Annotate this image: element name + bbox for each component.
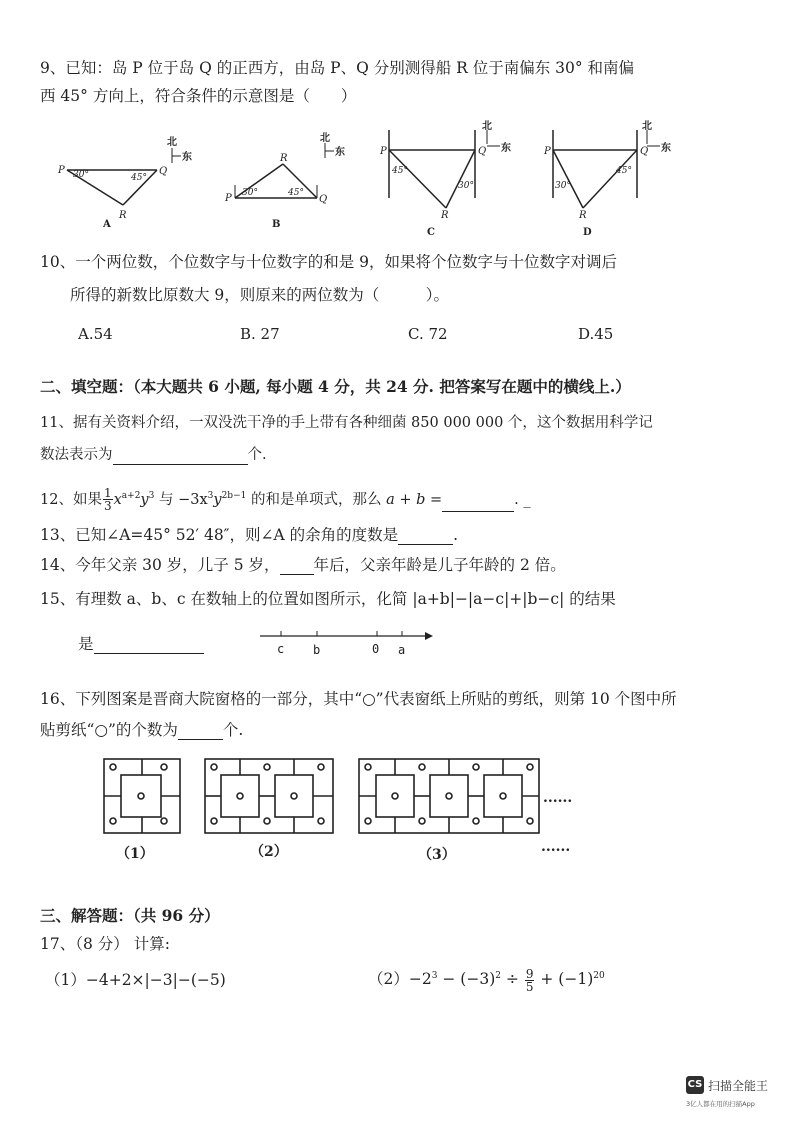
- q12-fraction: [103, 487, 113, 512]
- q12-answer-blank[interactable]: [442, 496, 514, 512]
- q16-window-patterns: [100, 755, 590, 865]
- q10-option-c: C. 72: [408, 325, 448, 343]
- q14-answer-blank[interactable]: [280, 559, 314, 575]
- diagram-c: [379, 120, 511, 238]
- q17-part2-mid: − (−3): [437, 970, 496, 989]
- q12-expr2-yexp: 2b−1: [221, 491, 247, 501]
- section2-title: 二、填空题：（本大题共 6 小题, 每小题 4 分，共 24 分. 把答案写在题中的横线上.）: [40, 377, 631, 396]
- q12-mid: 与: [158, 491, 174, 508]
- diagram-a-east: 东: [182, 152, 192, 163]
- q17-frac-num: 9: [525, 966, 534, 981]
- diagram-d-angle-30: 30°: [555, 181, 571, 191]
- diagram-b-north: 北: [320, 133, 330, 144]
- diagram-b-label-p: P: [225, 193, 232, 204]
- q13-answer-blank[interactable]: [398, 529, 453, 545]
- scanner-logo-icon: CS: [686, 1076, 704, 1094]
- diagram-a-angle-45: 45°: [131, 173, 147, 183]
- pattern-1: [104, 759, 180, 833]
- diagram-c-caption: C: [427, 227, 435, 238]
- diagram-a-label-r: R: [119, 210, 127, 221]
- diagram-a: [57, 136, 192, 230]
- pattern-2: [205, 759, 333, 833]
- label-b: b: [313, 643, 321, 657]
- q17-part2: [368, 966, 605, 993]
- q17-part2-fraction: [525, 968, 535, 993]
- diagram-b-angle-30: 30°: [242, 188, 258, 198]
- q13-line: [40, 525, 458, 545]
- pattern-3: [359, 759, 539, 833]
- diagram-c-label-q: Q: [478, 146, 487, 157]
- label-0: 0: [372, 642, 380, 656]
- q12-expr1-exp: a+2: [121, 491, 141, 501]
- diagram-a-label-q: Q: [159, 166, 168, 177]
- scanner-app-name: 扫描全能王: [708, 1079, 769, 1093]
- q10-option-a: A.54: [78, 325, 113, 343]
- q16-answer-blank[interactable]: [178, 724, 223, 740]
- diagram-d-north: 北: [642, 121, 652, 132]
- diagram-a-north: 北: [167, 137, 177, 148]
- scanner-watermark: [686, 1072, 786, 1112]
- pattern-ellipsis: ......: [543, 790, 573, 806]
- q10-option-b: B. 27: [240, 325, 280, 343]
- section3-title: 三、解答题：（共 96 分）: [40, 906, 220, 925]
- diagram-b-caption: B: [272, 219, 281, 230]
- diagram-d-caption: D: [583, 227, 592, 238]
- q17-frac-den: 5: [525, 979, 534, 994]
- pattern-caption-1: （1）: [116, 846, 154, 862]
- q12-expr2: −3x: [178, 491, 208, 508]
- label-c: c: [277, 642, 285, 656]
- diagram-c-pr-line: [389, 150, 446, 208]
- q15-line2-pre: 是: [78, 635, 94, 653]
- q16-line2-post: 个.: [222, 721, 244, 739]
- q17-part2-exp2: 2: [495, 971, 501, 981]
- diagram-d-qr-line: [583, 150, 637, 208]
- diagram-d: [543, 120, 671, 238]
- q10-line1: 10、一个两位数，个位数字与十位数字的和是 9，如果将个位数字与十位数字对调后: [40, 253, 618, 271]
- q12-frac-den: 3: [103, 499, 112, 514]
- diagram-b-label-r: R: [280, 153, 288, 164]
- pattern-ellipsis-2: ......: [541, 839, 571, 855]
- diagram-a-caption: A: [103, 219, 111, 230]
- q11-line1: 11、据有关资料介绍，一双没洗干净的手上带有各种细菌 850 000 000 个，这个数据用科学记: [40, 415, 653, 431]
- q14-pre: 14、今年父亲 30 岁，儿子 5 岁，: [40, 556, 280, 574]
- q10-line2: 所得的新数比原数大 9，则原来的两位数为（ ）。: [70, 286, 450, 304]
- diagram-b-label-q: Q: [319, 194, 328, 205]
- label-a: a: [398, 643, 406, 657]
- q12-expr2-exp: 3: [207, 491, 214, 501]
- q9-diagrams: [55, 121, 755, 242]
- q11-answer-blank[interactable]: [113, 449, 248, 465]
- q15-answer-blank[interactable]: [94, 638, 204, 654]
- q12-expr1-yexp: 3: [148, 491, 155, 501]
- pattern-caption-2: （2）: [250, 844, 288, 860]
- q17-part2-exp1: 3: [431, 971, 438, 981]
- diagram-b-east: 东: [335, 147, 345, 158]
- q12-end: . _: [514, 491, 531, 508]
- q9-line1: 9、已知：岛 P 位于岛 Q 的正西方，由岛 P、Q 分别测得船 R 位于南偏东 30° 和南偏: [40, 59, 635, 77]
- q17-part1: （1）−4+2×|−3|−(−5): [45, 971, 226, 989]
- diagram-d-east: 东: [661, 143, 671, 154]
- q12-expr1-y: y: [140, 491, 149, 508]
- diagram-d-label-p: P: [544, 146, 551, 157]
- diagram-d-label-r: R: [579, 210, 587, 221]
- q14-line: [40, 555, 566, 575]
- q12-expr1-base: x: [113, 491, 122, 508]
- pattern-caption-3: （3）: [418, 847, 456, 863]
- q15-line2: [78, 634, 204, 654]
- scanner-tagline: 3亿人都在用的扫描App: [686, 1100, 755, 1108]
- q17-part2-exp3: 20: [593, 971, 605, 981]
- q9-line2: 西 45° 方向上，符合条件的示意图是（ ）: [40, 87, 357, 105]
- diagram-c-label-p: P: [380, 146, 387, 157]
- q12-ab: a + b =: [386, 491, 443, 508]
- diagram-d-label-q: Q: [640, 146, 649, 157]
- diagram-c-angle-30: 30°: [458, 181, 474, 191]
- q11-line2-pre: 数法表示为: [40, 447, 113, 463]
- q12-post: 的和是单项式，那么: [250, 491, 382, 508]
- q16-line1: 16、下列图案是晋商大院窗格的一部分，其中“○”代表窗纸上所贴的剪纸，则第 10 个图中所: [40, 690, 677, 708]
- q12-expr2-y: y: [213, 491, 222, 508]
- diagram-b: [224, 132, 345, 230]
- q14-post: 年后，父亲年龄是儿子年龄的 2 倍。: [313, 556, 566, 574]
- q17-part2-div: ÷: [500, 970, 524, 989]
- q13-post: .: [453, 526, 459, 544]
- diagram-c-north: 北: [482, 121, 492, 132]
- q13-pre: 13、已知∠A=45° 52′ 48″，则∠A 的余角的度数是: [40, 526, 399, 544]
- diagram-d-angle-45: 45°: [616, 166, 632, 176]
- diagram-a-angle-30: 30°: [73, 170, 89, 180]
- q12-frac-num: 1: [103, 486, 112, 501]
- number-line-arrow: [425, 632, 433, 640]
- diagram-b-angle-45: 45°: [288, 188, 304, 198]
- q17-part2-pre: （2）−2: [368, 970, 432, 989]
- q15-number-line: [255, 625, 435, 660]
- q16-line2: [40, 720, 243, 740]
- q16-line2-pre: 贴剪纸“○”的个数为: [40, 721, 178, 739]
- q12-line: [40, 486, 531, 512]
- diagram-c-east: 东: [501, 143, 511, 154]
- q17-part2-post: + (−1): [535, 970, 594, 989]
- diagram-c-label-r: R: [441, 210, 449, 221]
- diagram-c-angle-45: 45°: [392, 166, 408, 176]
- q11-line2: [40, 445, 267, 465]
- q17-title: 17、（8 分） 计算:: [40, 935, 170, 953]
- diagram-a-label-p: P: [58, 165, 65, 176]
- diagram-d-pr-line: [553, 150, 583, 208]
- q12-pre: 12、如果: [40, 491, 102, 508]
- q10-option-d: D.45: [578, 325, 614, 343]
- diagram-c-qr-line: [446, 150, 475, 208]
- q15-line1: 15、有理数 a、b、c 在数轴上的位置如图所示，化简 |a+b|−|a−c|+|b−c| 的结果: [40, 590, 616, 608]
- q11-line2-post: 个.: [247, 447, 267, 463]
